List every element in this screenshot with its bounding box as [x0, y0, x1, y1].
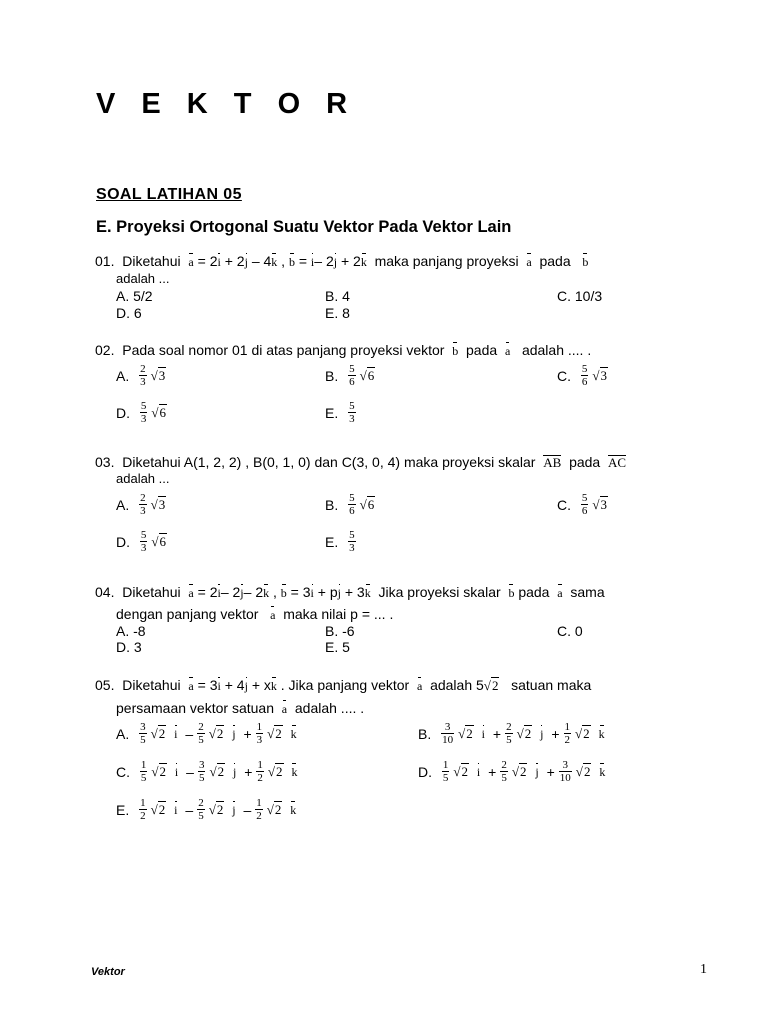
q4-option-e: E. 5: [325, 639, 350, 655]
q5-option-b: B. $\frac{3}{10}$ √2 i + $\frac{2}{5}$ √2 j + $\frac{1}{2}$ √2 k: [418, 721, 605, 746]
q5-option-c: C. $\frac{1}{5}$ √2 i – $\frac{3}{5}$ √2 j + $\frac{1}{2}$ √2 k: [116, 759, 298, 784]
question-05-cont: persamaan vektor satuan a adalah .... .: [116, 700, 365, 716]
q2-option-c: C. $\frac{5}{6}$ √3: [557, 363, 608, 388]
q5-option-d: D. $\frac{1}{5}$ √2 i + $\frac{2}{5}$ √2 j + $\frac{3}{10}$ √2 k: [418, 759, 606, 784]
q1-option-e: E. 8: [325, 305, 350, 321]
question-01-cont: adalah ...: [116, 271, 170, 286]
q3-option-b: B. $\frac{5}{6}$ √6: [325, 492, 375, 517]
q4-option-d: D. 3: [116, 639, 142, 655]
page-number: 1: [700, 962, 707, 977]
q4-option-b: B. -6: [325, 623, 355, 639]
q2-option-e: E. $\frac{5}{3}$: [325, 400, 355, 425]
question-02: 02. Pada soal nomor 01 di atas panjang proyeksi vektor b pada a adalah .... .: [95, 342, 592, 358]
exercise-heading: SOAL LATIHAN 05: [96, 186, 242, 203]
q1-option-b: B. 4: [325, 288, 350, 304]
q3-option-c: C. $\frac{5}{6}$ √3: [557, 492, 608, 517]
q2-option-a: A. $\frac{2}{3}$ √3: [116, 363, 166, 388]
question-04: 04. Diketahui a = 2i– 2j– 2k , b = 3i + pj + 3k Jika proyeksi skalar b pada a sama: [95, 584, 605, 600]
footer-label: Vektor: [91, 966, 125, 978]
q2-option-b: B. $\frac{5}{6}$ √6: [325, 363, 375, 388]
q1-option-a: A. 5/2: [116, 288, 153, 304]
q5-option-a: A. $\frac{3}{5}$ √2 i – $\frac{2}{5}$ √2 j + $\frac{1}{3}$ √2 k: [116, 721, 297, 746]
question-01: 01. Diketahui a = 2i + 2j – 4k , b = i– 2j + 2k maka panjang proyeksi a pada b: [95, 253, 589, 269]
question-03-cont: adalah ...: [116, 471, 170, 486]
question-04-cont: dengan panjang vektor a maka nilai p = ... .: [116, 606, 394, 622]
page-title: V E K T O R: [96, 88, 357, 120]
question-05: 05. Diketahui a = 3i + 4j + xk . Jika panjang vektor a adalah 5√2 satuan maka: [95, 677, 592, 693]
q1-option-c: C. 10/3: [557, 288, 603, 304]
q5-option-e: E. $\frac{1}{2}$ √2 i – $\frac{2}{5}$ √2 j – $\frac{1}{2}$ √2 k: [116, 797, 297, 822]
q3-option-a: A. $\frac{2}{3}$ √3: [116, 492, 166, 517]
q2-option-d: D. $\frac{5}{3}$ √6: [116, 400, 167, 425]
q3-option-e: E. $\frac{5}{3}$: [325, 529, 355, 554]
section-heading: E. Proyeksi Ortogonal Suatu Vektor Pada Vektor Lain: [96, 218, 512, 236]
q1-option-d: D. 6: [116, 305, 142, 321]
q3-option-d: D. $\frac{5}{3}$ √6: [116, 529, 167, 554]
q4-option-a: A. -8: [116, 623, 146, 639]
question-03: 03. Diketahui A(1, 2, 2) , B(0, 1, 0) dan C(3, 0, 4) maka proyeksi skalar AB pada AC: [95, 454, 627, 470]
q4-option-c: C. 0: [557, 623, 583, 639]
